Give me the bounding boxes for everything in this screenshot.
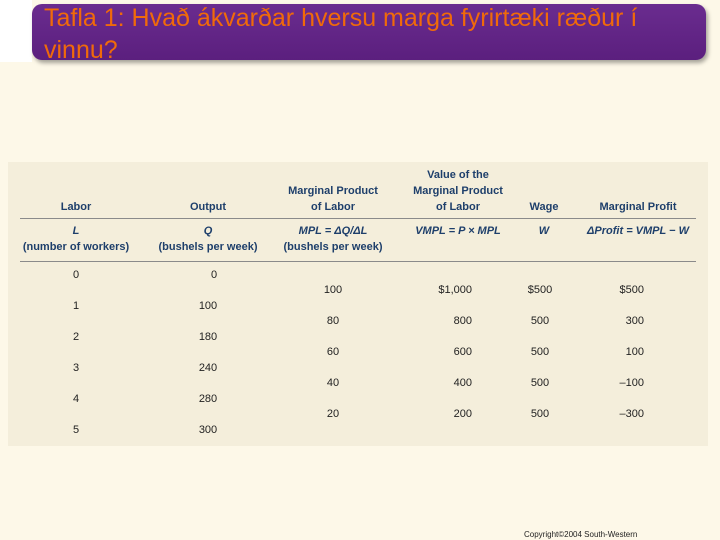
profit-value: 100 [625,346,644,358]
wage-value: 500 [530,408,550,420]
slide-title: Tafla 1: Hvað ákvarðar hversu marga fyrirtæki ræður í vinnu? [44,4,638,64]
symbol-wage: W [538,225,550,237]
symbol-labor: L [72,225,80,237]
labor-value: 5 [72,424,80,436]
header-vmpl-line1: Value of the [427,169,489,181]
profit-value: $500 [619,284,644,296]
mpl-value: 40 [326,377,340,389]
output-value: 0 [210,269,218,281]
profit-value: 300 [625,315,644,327]
wage-value: 500 [530,377,550,389]
unit-output: (bushels per week) [158,241,258,253]
labor-table [8,162,708,446]
symbol-vmpl: VMPL = P × MPL [415,225,501,237]
vmpl-value: 600 [453,346,472,358]
wage-value: $500 [527,284,553,296]
mpl-value: 80 [326,315,340,327]
labor-value: 4 [72,393,80,405]
header-mpl-line2: of Labor [311,201,355,213]
header-labor: Labor [60,201,92,213]
profit-value: –100 [619,377,644,389]
output-value: 300 [198,424,218,436]
top-left-band [0,0,32,62]
symbol-mpl: MPL = ΔQ/ΔL [298,225,368,237]
unit-mpl: (bushels per week) [283,241,383,253]
symbol-profit: ΔProfit = VMPL − W [587,225,689,237]
header-marginal-profit: Marginal Profit [599,201,677,213]
header-vmpl-line2: Marginal Product [413,185,503,197]
unit-labor: (number of workers) [22,241,130,253]
symbol-output: Q [203,225,213,237]
mpl-value: 100 [323,284,343,296]
output-value: 280 [198,393,218,405]
copyright-notice: Copyright©2004 South-Western [524,530,638,539]
mpl-value: 20 [326,408,340,420]
output-value: 100 [198,300,218,312]
labor-value: 1 [72,300,80,312]
profit-value: –300 [619,408,644,420]
vmpl-value: 200 [453,408,472,420]
labor-value: 3 [72,362,80,374]
output-value: 240 [198,362,218,374]
wage-value: 500 [530,346,550,358]
wage-value: 500 [530,315,550,327]
header-output: Output [189,201,227,213]
output-value: 180 [198,331,218,343]
header-mpl-line1: Marginal Product [288,185,378,197]
labor-value: 2 [72,331,80,343]
vmpl-value: 400 [453,377,472,389]
header-wage: Wage [529,201,559,213]
labor-value: 0 [72,269,80,281]
vmpl-value: 800 [453,315,472,327]
symbol-divider [20,261,696,262]
vmpl-value: $1,000 [438,284,472,296]
header-divider [20,218,696,219]
header-vmpl-line3: of Labor [436,201,480,213]
mpl-value: 60 [326,346,340,358]
